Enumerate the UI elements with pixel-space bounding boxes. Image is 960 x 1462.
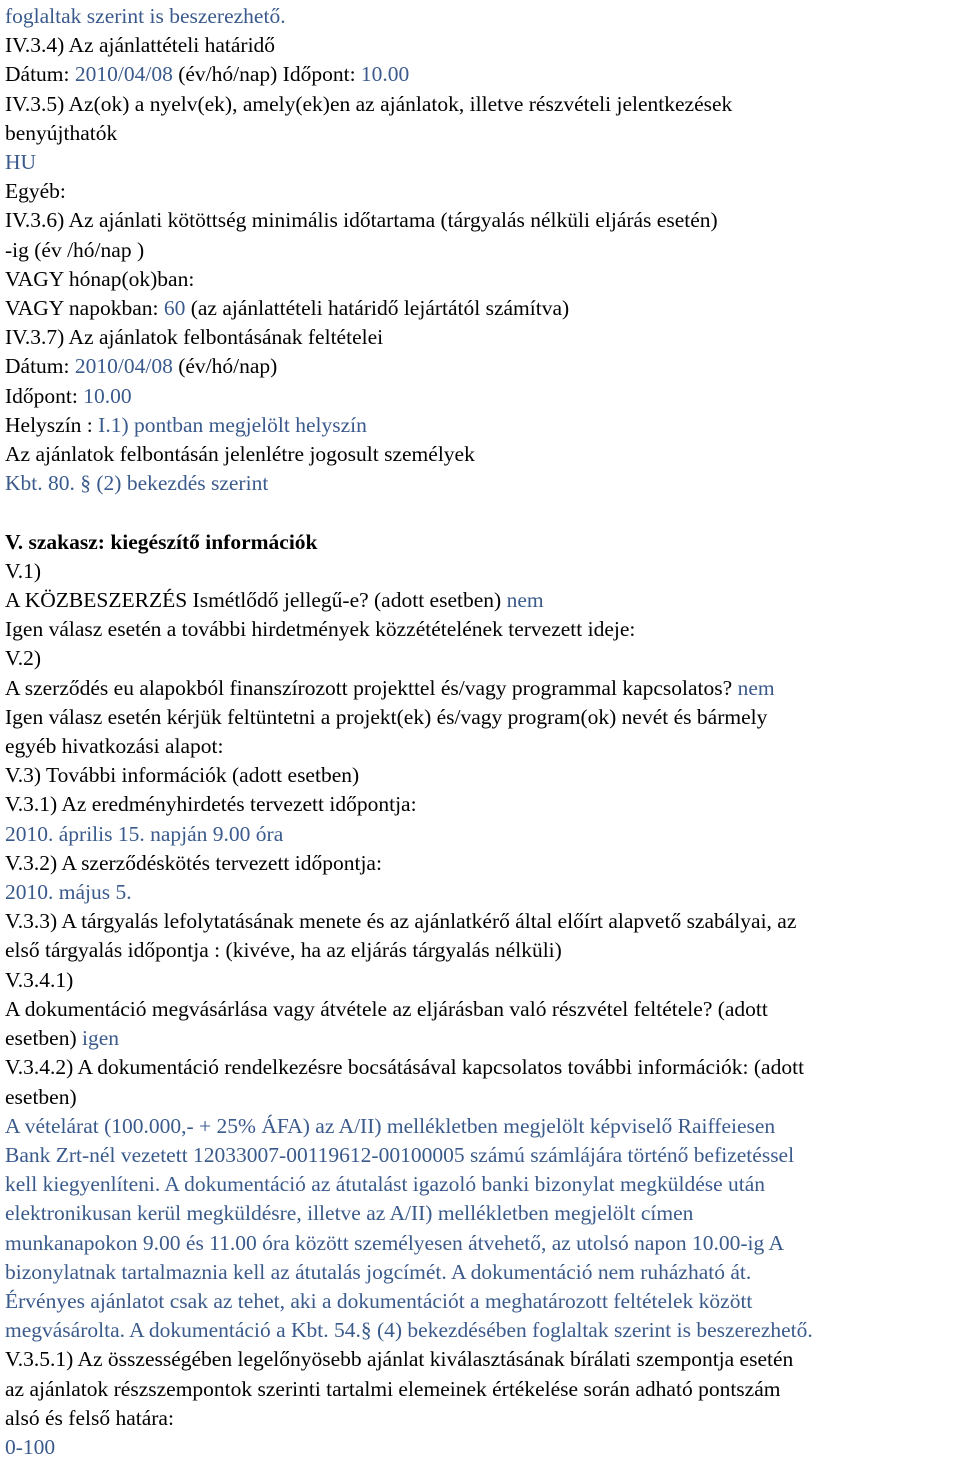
- field-value: bizonylatnak tartalmaznia kell az átutalás jogcímét. A dokumentáció nem ruházható át.: [5, 1259, 752, 1284]
- field-value: megvásárolta. A dokumentáció a Kbt. 54.§ (4) bekezdésében foglaltak szerint is beszerezhető.: [5, 1318, 813, 1343]
- paragraph-gap: [5, 498, 954, 527]
- text-line: [5, 1053, 954, 1082]
- text-line: [5, 469, 954, 498]
- field-label: IV.3.5) Az(ok) a nyelv(ek), amely(ek)en az ajánlatok, illetve részvételi jelentkezések: [5, 91, 733, 116]
- text-line: [5, 1229, 954, 1258]
- field-label: első tárgyalás időpontja : (kivéve, ha az eljárás tárgyalás nélküli): [5, 938, 562, 963]
- section-heading: V. szakasz: kiegészítő információk: [5, 529, 318, 554]
- text-line: [5, 411, 954, 440]
- text-line: [5, 557, 954, 586]
- field-label: V.3) További információk (adott esetben): [5, 763, 360, 788]
- text-line: [5, 1199, 954, 1228]
- field-label: esetben): [5, 1026, 83, 1051]
- field-label: benyújthatók: [5, 120, 118, 145]
- text-line: [5, 995, 954, 1024]
- field-label: Egyéb:: [5, 179, 66, 204]
- text-line: [5, 265, 954, 294]
- field-label: (év/hó/nap) Időpont:: [172, 62, 361, 87]
- field-label: A KÖZBESZERZÉS Ismétlődő jellegű-e? (adott esetben): [5, 588, 507, 613]
- text-line: [5, 1024, 954, 1053]
- field-label: V.1): [5, 558, 42, 583]
- field-label: V.3.2) A szerződéskötés tervezett időpontja:: [5, 850, 382, 875]
- text-line: [5, 1112, 954, 1141]
- field-label: -ig (év /hó/nap ): [5, 237, 145, 262]
- text-line: [5, 440, 954, 469]
- field-label: Az ajánlatok felbontásán jelenlétre jogosult személyek: [5, 442, 475, 467]
- text-line: [5, 644, 954, 673]
- field-label: V.3.5.1) Az összességében legelőnyösebb ajánlat kiválasztásának bírálati szempontja esetén: [5, 1347, 794, 1372]
- field-label: IV.3.6) Az ajánlati kötöttség minimális időtartama (tárgyalás nélküli eljárás esetén): [5, 208, 718, 233]
- field-value: 10.00: [360, 62, 410, 87]
- text-line: [5, 586, 954, 615]
- field-value: kell kiegyenlíteni. A dokumentáció az átutalást igazoló banki bizonylat megküldése után: [5, 1172, 766, 1197]
- text-line: [5, 1170, 954, 1199]
- text-line: [5, 1345, 954, 1374]
- field-value: elektronikusan kerül megküldésre, illetve az A/II) mellékletben megjelölt címen: [5, 1201, 694, 1226]
- text-line: [5, 31, 954, 60]
- text-line: [5, 761, 954, 790]
- text-line: [5, 1258, 954, 1287]
- text-line: [5, 323, 954, 352]
- text-line: [5, 294, 954, 323]
- field-label: IV.3.4) Az ajánlattételi határidő: [5, 33, 276, 58]
- text-line: [5, 703, 954, 732]
- field-value: 10.00: [83, 383, 132, 408]
- field-label: V.3.3) A tárgyalás lefolytatásának menete és az ajánlatkérő által előírt alapvető szabályai, az: [5, 909, 797, 934]
- field-value: 2010. május 5.: [5, 880, 132, 905]
- field-label: V.3.1) Az eredményhirdetés tervezett időpontja:: [5, 792, 417, 817]
- field-value: I.1) pontban megjelölt helyszín: [98, 412, 367, 437]
- text-line: [5, 1404, 954, 1433]
- field-value: Kbt. 80. § (2) bekezdés szerint: [5, 471, 269, 496]
- field-label: Igen válasz esetén a további hirdetmények közzétételének tervezett ideje:: [5, 617, 636, 642]
- field-value: munkanapokon 9.00 és 11.00 óra között személyesen átvehető, az utolsó napon 10.00-ig A: [5, 1230, 784, 1255]
- field-value: foglaltak szerint is beszerezhető.: [5, 4, 286, 28]
- text-line: [5, 1083, 954, 1112]
- text-line: [5, 732, 954, 761]
- text-line: [5, 907, 954, 936]
- field-value: 2010/04/08: [74, 62, 173, 87]
- text-line: [5, 936, 954, 965]
- field-label: IV.3.7) Az ajánlatok felbontásának feltételei: [5, 325, 384, 350]
- text-line: [5, 1287, 954, 1316]
- field-value: 0-100: [5, 1434, 56, 1459]
- field-value: 2010/04/08: [74, 354, 173, 379]
- text-line: [5, 1433, 954, 1462]
- field-label: V.2): [5, 646, 42, 671]
- field-label: Dátum:: [5, 62, 75, 87]
- text-line: [5, 1375, 954, 1404]
- field-label: az ajánlatok részszempontok szerinti tartalmi elemeinek értékelése során adható pontszám: [5, 1376, 781, 1401]
- field-value: igen: [82, 1026, 120, 1051]
- field-label: Dátum:: [5, 354, 75, 379]
- text-line: [5, 674, 954, 703]
- text-line: [5, 119, 954, 148]
- text-line: [5, 820, 954, 849]
- field-label: A szerződés eu alapokból finanszírozott projekttel és/vagy programmal kapcsolatos?: [5, 675, 738, 700]
- text-line: [5, 206, 954, 235]
- text-line: [5, 615, 954, 644]
- text-line: [5, 1141, 954, 1170]
- field-label: VAGY hónap(ok)ban:: [5, 266, 195, 291]
- field-value: Érvényes ajánlatot csak az tehet, aki a dokumentációt a meghatározott feltételek között: [5, 1288, 753, 1313]
- text-line: [5, 966, 954, 995]
- field-label: (az ajánlattételi határidő lejártától számítva): [185, 296, 570, 321]
- text-line: [5, 849, 954, 878]
- text-line: [5, 90, 954, 119]
- text-line: [5, 236, 954, 265]
- field-label: esetben): [5, 1084, 77, 1109]
- field-label: alsó és felső határa:: [5, 1405, 174, 1430]
- field-label: V.3.4.1): [5, 967, 74, 992]
- field-label: (év/hó/nap): [172, 354, 278, 379]
- field-label: A dokumentáció megvásárlása vagy átvétele az eljárásban való részvétel feltétele? (adott: [5, 996, 768, 1021]
- field-label: egyéb hivatkozási alapot:: [5, 734, 224, 759]
- field-value: A vételárat (100.000,- + 25% ÁFA) az A/II) mellékletben megjelölt képviselő Raiffeiesen: [5, 1113, 776, 1138]
- text-line: [5, 60, 954, 89]
- text-line: [5, 177, 954, 206]
- text-line: [5, 382, 954, 411]
- field-value: Bank Zrt-nél vezetett 12033007-00119612-00100005 számú számlájára történő befizetéssel: [5, 1142, 795, 1167]
- field-label: Helyszín :: [5, 412, 99, 437]
- text-line: [5, 1316, 954, 1345]
- field-label: V.3.4.2) A dokumentáció rendelkezésre bocsátásával kapcsolatos további információk: (adott: [5, 1055, 805, 1080]
- field-value: 60: [163, 296, 186, 321]
- field-label: Igen válasz esetén kérjük feltüntetni a projekt(ek) és/vagy program(ok) nevét és bármely: [5, 704, 768, 729]
- text-line: [5, 148, 954, 177]
- text-line: [5, 2, 954, 31]
- field-label: VAGY napokban:: [5, 296, 164, 321]
- text-line: [5, 790, 954, 819]
- field-value: 2010. április 15. napján 9.00 óra: [5, 821, 284, 846]
- field-value: HU: [5, 150, 37, 175]
- field-label: Időpont:: [5, 383, 84, 408]
- text-line: [5, 528, 954, 557]
- field-value: nem: [737, 675, 775, 700]
- document-body: [5, 2, 954, 1462]
- field-value: nem: [506, 588, 544, 613]
- text-line: [5, 352, 954, 381]
- text-line: [5, 878, 954, 907]
